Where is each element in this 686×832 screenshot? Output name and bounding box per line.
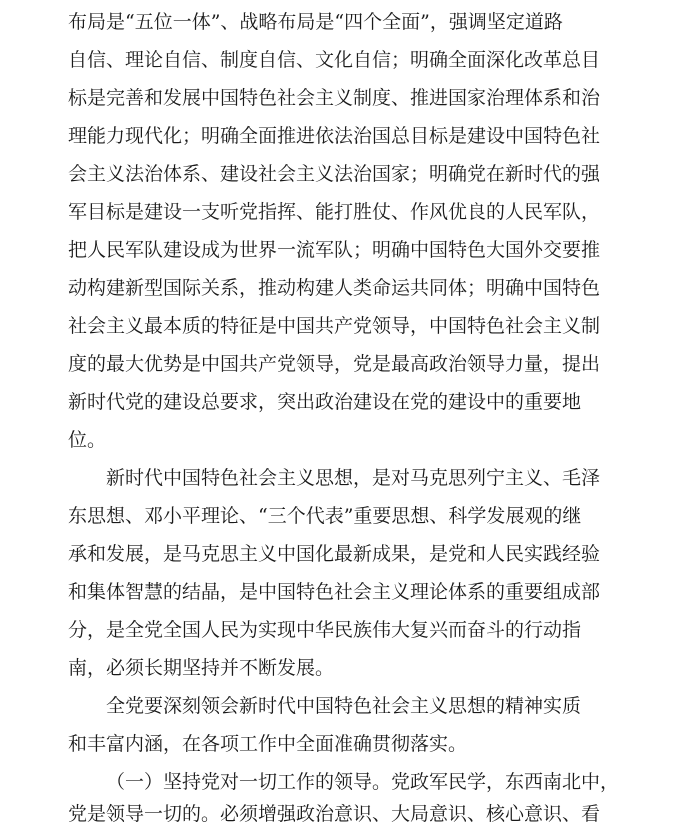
text-line: 新时代中国特色社会主义思想，是对马克思列宁主义、毛泽	[106, 467, 601, 489]
text-line: 标是完善和发展中国特色社会主义制度、推进国家治理体系和治	[68, 87, 601, 109]
text-line: 会主义法治体系、建设社会主义法治国家；明确党在新时代的强	[68, 163, 601, 185]
text-line: 理能力现代化；明确全面推进依法治国总目标是建设中国特色社	[68, 125, 601, 147]
text-line: 南，必须长期坚持并不断发展。	[68, 657, 335, 679]
text-line: 布局是“五位一体”、战略布局是“四个全面”，强调坚定道路	[68, 11, 563, 33]
text-line: 位。	[68, 429, 107, 451]
text-line: 动构建新型国际关系，推动构建人类命运共同体；明确中国特色	[68, 277, 601, 299]
text-line: 把人民军队建设成为世界一流军队；明确中国特色大国外交要推	[68, 239, 601, 261]
text-line: 和丰富内涵，在各项工作中全面准确贯彻落实。	[68, 733, 468, 755]
text-line: 分，是全党全国人民为实现中华民族伟大复兴而奋斗的行动指	[68, 619, 582, 641]
text-line: 度的最大优势是中国共产党领导，党是最高政治领导力量，提出	[68, 353, 601, 375]
text-line: 自信、理论自信、制度自信、文化自信；明确全面深化改革总目	[68, 49, 601, 71]
text-line: 承和发展，是马克思主义中国化最新成果，是党和人民实践经验	[68, 543, 601, 565]
text-line: （一）坚持党对一切工作的领导。党政军民学，东西南北中，	[106, 771, 620, 793]
text-line: 党是领导一切的。必须增强政治意识、大局意识、核心意识、看	[68, 803, 601, 825]
text-line: 军目标是建设一支听党指挥、能打胜仗、作风优良的人民军队，	[68, 201, 601, 223]
text-line: 和集体智慧的结晶，是中国特色社会主义理论体系的重要组成部	[68, 581, 601, 603]
text-line: 社会主义最本质的特征是中国共产党领导，中国特色社会主义制	[68, 315, 601, 337]
text-line: 新时代党的建设总要求，突出政治建设在党的建设中的重要地	[68, 391, 582, 413]
text-line: 全党要深刻领会新时代中国特色社会主义思想的精神实质	[106, 695, 582, 717]
text-line: 东思想、邓小平理论、“三个代表”重要思想、科学发展观的继	[68, 505, 582, 527]
